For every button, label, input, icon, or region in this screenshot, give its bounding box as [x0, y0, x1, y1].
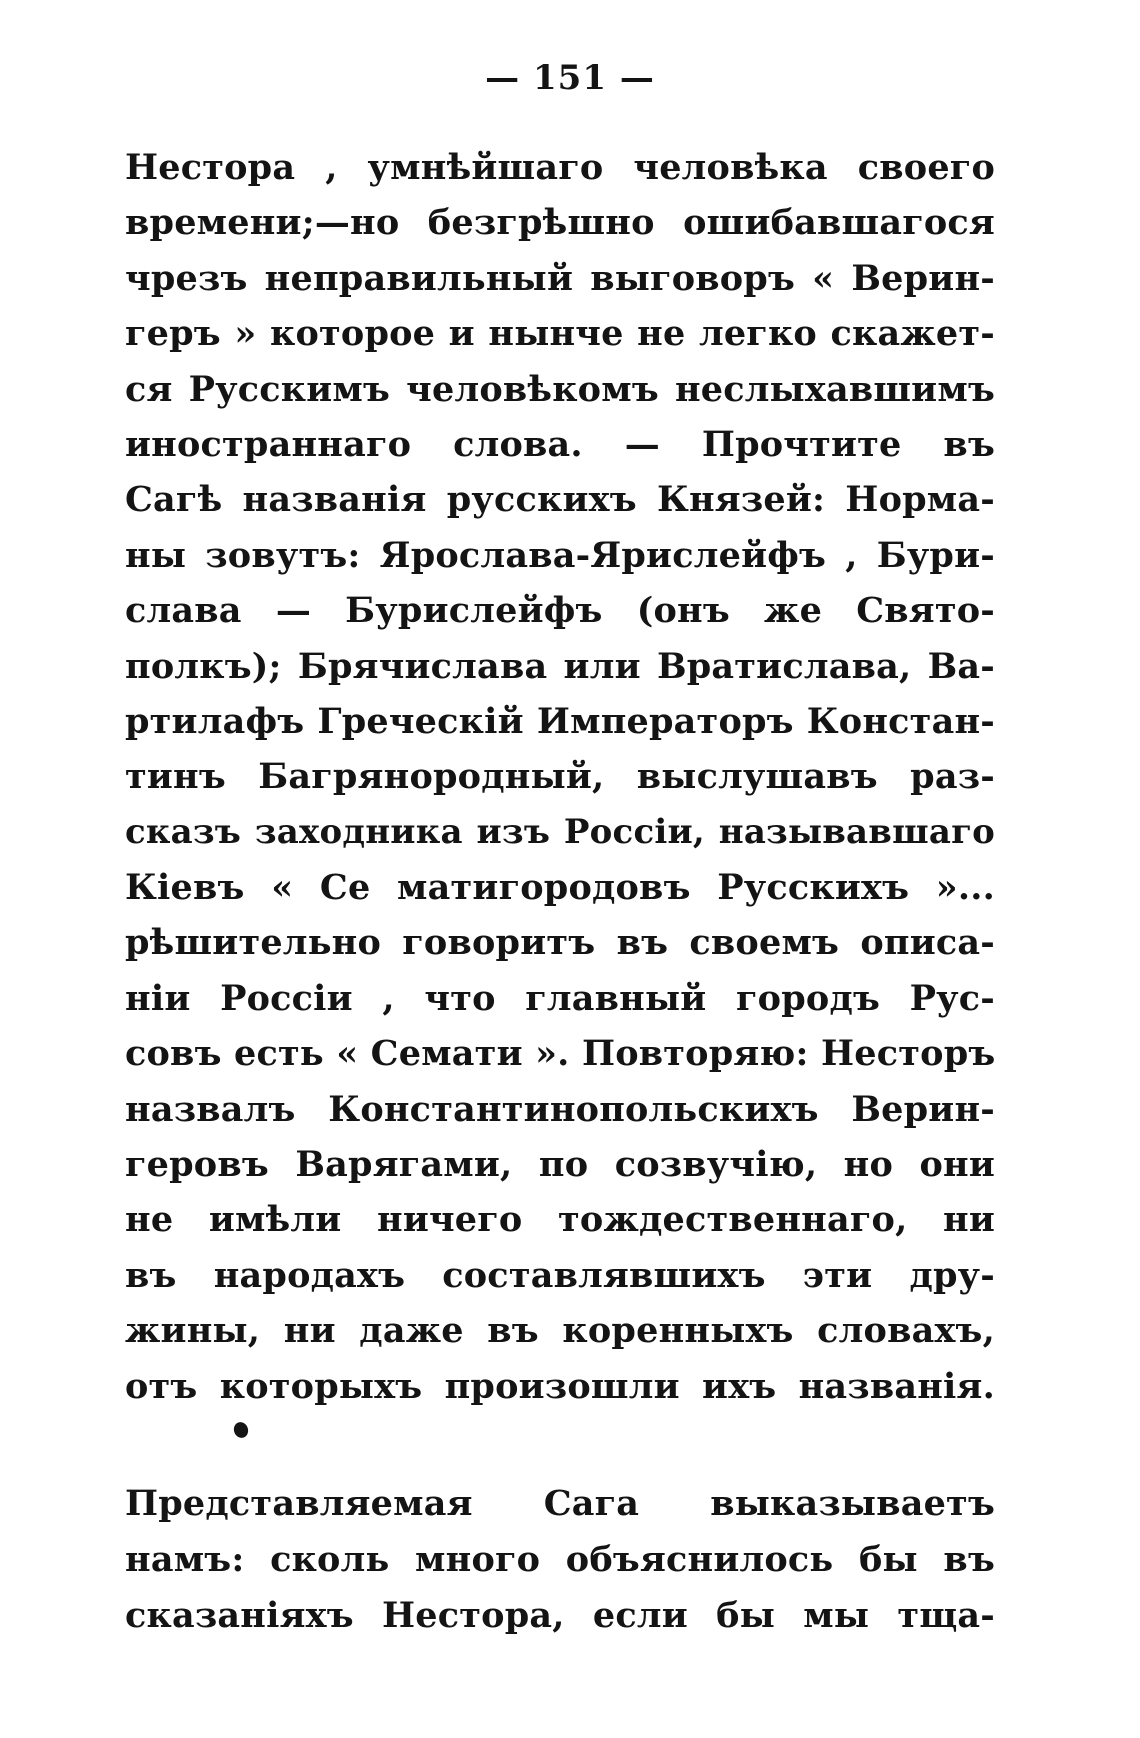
- text-line: времени;—но безгрѣшно ошибавшагося: [125, 202, 995, 244]
- text-line: ртилафъ Греческій Императоръ Констан-: [125, 700, 995, 742]
- text-line: ны зовутъ: Ярослава-Ярислейфъ , Бури-: [125, 534, 995, 576]
- section-divider-dot: [232, 1420, 251, 1440]
- text-line: не имѣли ничего тождественнаго, ни: [125, 1199, 995, 1241]
- paragraph-1: [125, 140, 995, 1414]
- text-line: полкъ); Брячислава или Вратислава, Ва-: [125, 645, 995, 687]
- text-line: Кіевъ « Се матигородовъ Русскихъ »...: [125, 867, 995, 909]
- text-line: намъ: сколь много объяснилось бы въ: [125, 1539, 995, 1580]
- paragraph-2: [125, 1476, 995, 1644]
- text-line: тинъ Багрянородный, выслушавъ раз-: [125, 756, 995, 798]
- text-line: сказаніяхъ Нестора, если бы мы тща-: [125, 1595, 995, 1636]
- text-line: геровъ Варягами, по созвучію, но они: [125, 1144, 995, 1186]
- text-line: геръ » которое и нынче не легко скажет-: [125, 313, 995, 355]
- text-line: въ народахъ составлявшихъ эти дру-: [125, 1254, 995, 1296]
- text-line: ніи Россіи , что главный городъ Рус-: [125, 977, 995, 1019]
- text-line: назвалъ Константинопольскихъ Верин-: [125, 1088, 995, 1130]
- text-line: Нестора , умнѣйшаго человѣка своего: [125, 147, 995, 188]
- text-line: отъ которыхъ произошли ихъ названія.: [125, 1365, 995, 1407]
- text-line: слава — Бурислейфъ (онъ же Свято-: [125, 590, 995, 632]
- text-line: иностраннаго слова. — Прочтите въ: [125, 423, 995, 465]
- text-line: рѣшительно говоритъ въ своемъ описа-: [125, 922, 995, 964]
- page-number: — 151 —: [485, 58, 655, 98]
- text-line: Сагѣ названія русскихъ Князей: Норма-: [125, 479, 995, 521]
- text-line: Представляемая Сага выказываетъ: [125, 1483, 995, 1524]
- text-line: ся Русскимъ человѣкомъ неслыхавшимъ: [125, 368, 995, 410]
- text-line: чрезъ неправильный выговоръ « Верин-: [125, 257, 995, 299]
- text-line: жины, ни даже въ коренныхъ словахъ,: [125, 1310, 995, 1352]
- text-line: совъ есть « Семати ». Повторяю: Несторъ: [125, 1033, 996, 1075]
- text-line: сказъ заходника изъ Россіи, называвшаго: [125, 811, 995, 852]
